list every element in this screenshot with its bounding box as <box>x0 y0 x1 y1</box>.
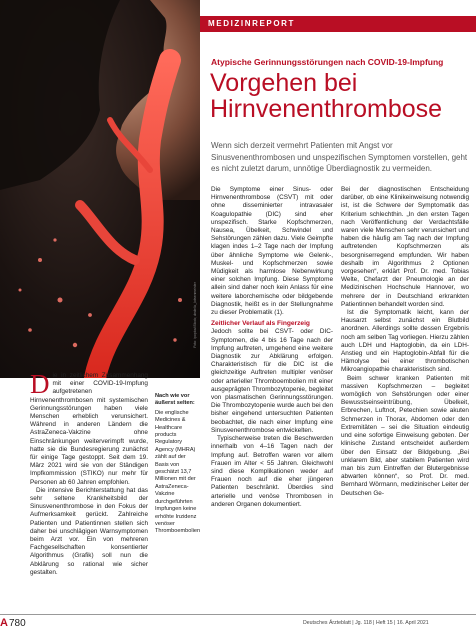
footer-rule <box>0 614 476 615</box>
col3-paragraph-1: Bei der diagnostischen Entscheidung darüber, ob eine Klinikeinweisung notwendig ist, ist die Schwere der Symptomatik das Kriterium schlechthin. „In den ersten Tagen nach Veröffentlichung der Verdachtsfälle waren viele Menschen sehr verunsichert und haben die häufig am Tag nach der Impfung auftretenden Kopfschmerzen als besorgniserregend empfunden. Wir haben deshalb im Algorithmus 2 Optionen vorgesehen“, erklärt Prof. Dr. med. Tobias Welte, Chefarzt der Pneumologie an der Medizinischen Hochschule Hannover, wo mehrere der in Deutschland erkrankten Patientinnen behandelt worden sind. <box>341 186 469 308</box>
column-1 <box>30 369 148 577</box>
page-number <box>0 617 25 631</box>
hair <box>0 0 120 190</box>
kicker: Atypische Gerinnungsstörungen nach COVID-19-Impfung <box>211 57 444 67</box>
page-letter: A <box>0 617 8 629</box>
col3-paragraph-3: Beim schwer kranken Patienten mit massiven Kopfschmerzen – begleitet womöglich von Sehstörungen oder einer Bewusstseinseintrübung, Übelkeit, Erbrechen, Luftnot, Petechien sowie akuten Schmerzen in Thorax, Abdomen oder den Extremitäten – sei die Situation eindeutig und eine sofortige Einweisung geboten. Der klinische Zustand entscheidet außerdem über den Einsatz der Bildgebung. „Bei unklarem Bild, aber stabilem Patienten wird man bis zum Eintreffen der Blutergebnisse abwarten können“, so Prof. Dr. med. Bernhard Wörmann, medizinischer Leiter der Deutschen Ge- <box>341 374 469 497</box>
col1-paragraph-1: ie in zeitlichem Zusammenhang mit einer COVID-19-Impfung aufgetretenen Hirnvenenthrombosen mit systemischen Gerinnungsstörungen haben viele Menschen erheblich verunsichert. Während in anderen Ländern die AstraZeneca-Vakzine ohne Einschränkungen weiterverimpft wurde, hatte sie die Bundesregierung zunächst für einige Tage gestoppt. Seit dem 19. März 2021 wird sie von der Ständigen Impfkommission (STIKO) nur mehr für Personen ab 60 Jahren empfohlen. <box>30 372 148 486</box>
col3-paragraph-2: Ist die Symptomatik leicht, kann der Hausarzt selbst zunächst ein Blutbild anordnen. Allerdings sollte dessen Ergebnis noch am selben Tag vorliegen. Hierzu zählen auch LDH und Haptoglobin, da ein LDH-Anstieg und ein Haptoglobin-Abfall für die Hämolyse bei einer thrombotischen Mikroangiopathie charakteristisch sind. <box>341 309 469 374</box>
sidebar-note <box>155 393 199 536</box>
col2-paragraph-2: Jedoch sollte bei CSVT- oder DIC-Symptomen, die 4 bis 16 Tage nach der Impfung auftreten, umgehend eine weitere Diagnostik zur Abklärung erfolgen. Charakteristisch für die DIC ist die gleichzeitige Auftreten multipler venöser oder arterieller Thromboembolien mit einer ausgeprägten Thrombozytopenie, begleitet von plasmatischen Gerinnungsstörungen. Die Thrombozytopenie wurde auch bei den bisher eingehend untersuchten Patienten beobachtet, die nach einer Impfung eine Sinusvenenthrombose entwickelten. <box>211 328 333 434</box>
vein-branch <box>80 205 135 260</box>
article-title: Vorgehen bei Hirnvenenthrombose <box>210 69 443 123</box>
sidebar-text: Die englische Medicines & Healthcare products Regulatory Agency (MHRA) zählt auf der Basis von geschätzt 13,7 Millionen mit der AstraZeneca-Vakzine durchgeführten Impfungen keine erhöhte Inzidenz venöser Thromboembolien <box>155 409 201 535</box>
col1-paragraph-2: Die intensive Berichterstattung hat das sehr seltene Krankheitsbild der Sinusvenenthrombose in den Fokus der Aufmerksamkeit gerückt. Zahlreiche Patienten und Patientinnen stellen sich daher bei unschlägigen Warnsymptomen beim Arzt vor. Ein von mehreren Fachgesellschaften konsentierter Algorithmus (Grafik) soll nun die Abklärung so rational wie sicher gestalten. <box>30 486 148 576</box>
journal-citation: Deutsches Ärzteblatt | Jg. 118 | Heft 15 | 16. April 2021 <box>303 620 429 626</box>
drop-cap: D <box>30 369 50 399</box>
photo-credit: Foto: ipopba/iStock; dedelix_lotsenmeister <box>193 282 197 348</box>
col2-subheading: Zeitlicher Verlauf als Fingerzeig <box>211 320 310 328</box>
rubric-label: MEDIZINREPORT <box>208 19 296 28</box>
column-2 <box>211 186 333 509</box>
col2-paragraph-3: Typischerweise treten die Beschwerden innerhalb von 4–16 Tagen nach der Impfung auf. Betroffen waren vor allem Frauen im Alter < 55 Jahren. Gleichwohl sind diese Komplikationen weder auf Frauen noch auf die eher jüngeren Patienten beschränkt. Überdies sind arterielle und venöse Thrombosen in anderen Organen dokumentiert. <box>211 435 333 508</box>
column-3 <box>341 186 469 498</box>
page-number-value: 780 <box>9 618 26 629</box>
sidebar-head: Nach wie vor äußerst selten: <box>155 393 195 407</box>
vein-main <box>95 60 170 378</box>
face-and-vein-illustration <box>0 0 200 378</box>
col2-paragraph-1: Die Symptome einer Sinus- oder Hirnvenenthrombose (CSVT) mit oder ohne disseminierter intravasaler Koagulopathie (DIC) sind eher unspezifisch. Starke Kopfschmerzen, Nausea, Übelkeit, Schwindel und Sehstörungen zählen dazu. Viele Geimpfte klagen indes 1–2 Tage nach der Impfung über ähnliche Symptome wie Gelenk-, Muskel- und Kopfschmerzen sowie Müdigkeit als harmlose Nebenwirkung einer solchen Impfung. Diese Symptome allein sind daher noch kein Anlass für eine weitere laborchemische oder bildgebende Diagnostik, heißt es in der Stellungnahme zu dieser Problematik (1). <box>211 186 333 317</box>
hero-photo <box>0 0 200 378</box>
section-rubric <box>200 16 476 32</box>
lead-paragraph: Wenn sich derzeit vermehrt Patienten mit Angst vor Sinusvenenthrombosen und unspezifischen Symptomen vorstellen, geht es nicht zuletzt darum, unnötige Überdiagnostik zu vermeiden. <box>211 141 468 173</box>
